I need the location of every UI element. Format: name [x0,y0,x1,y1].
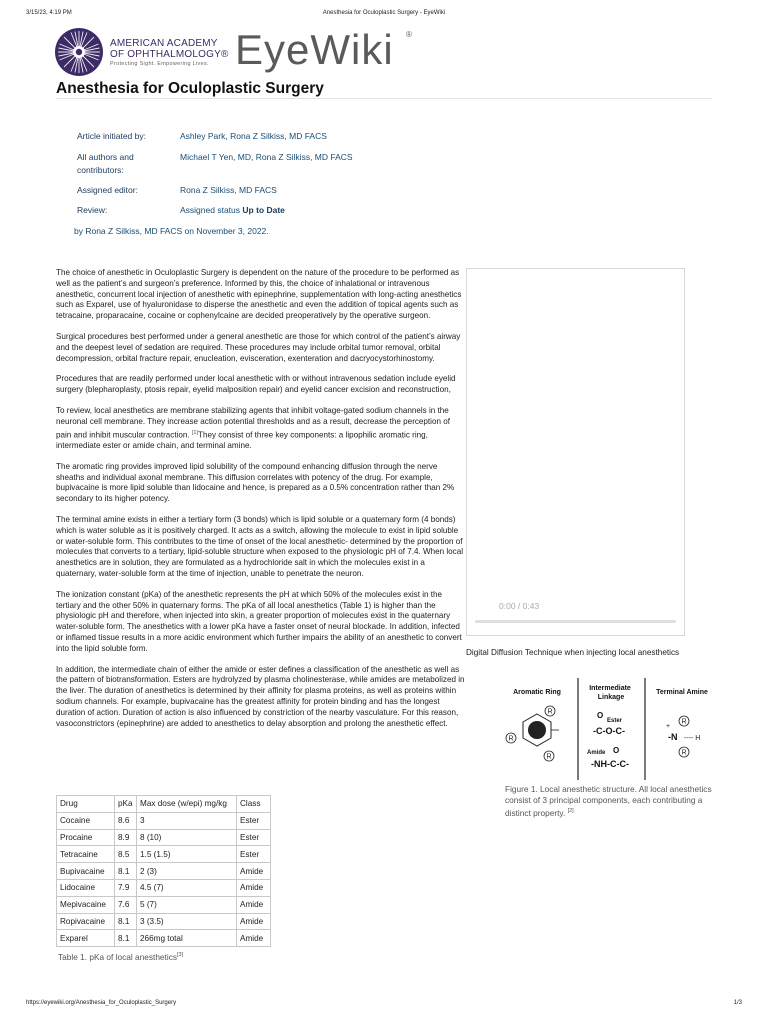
table-cell: 7.9 [115,879,137,896]
r-group-3: R [546,753,552,761]
page-title: Anesthesia for Oculoplastic Surgery [56,80,324,97]
review-status: Up to Date [242,205,285,215]
table-cell: Amide [237,930,271,947]
figure-header-intermediate-line-1: Intermediate [589,685,631,692]
reference-link-2[interactable]: [2] [567,808,574,814]
meta-link-authors[interactable]: Michael T Yen, MD, Rona Z Silkiss, MD FACS [180,152,353,162]
table-cell: Ester [237,846,271,863]
benzene-center [528,721,546,739]
meta-label-authors-1: All authors and [77,152,134,162]
table-row [57,812,271,829]
ester-label: Ester [607,718,623,724]
amine-r-bottom: R [681,749,687,757]
figure-header-aromatic-ring: Aromatic Ring [513,689,561,696]
amine-hydrogen: ---- H [684,735,701,742]
table-cell: Cocaine [57,812,115,829]
table-header-pka: pKa [115,796,137,813]
table-cell: 5 (7) [137,896,237,913]
table-header-row [57,796,271,813]
table-row [57,879,271,896]
table-cell: Lidocaine [57,879,115,896]
review-prefix: Assigned status [180,205,243,215]
print-page-number: 1/3 [733,1000,742,1006]
meta-link-initiated[interactable]: Ashley Park, Rona Z Silkiss, MD FACS [180,131,327,141]
ester-formula: -C-O-C- [593,726,625,736]
table-cell: Bupivacaine [57,863,115,880]
table-cell: 8.1 [115,930,137,947]
paragraph-3: Procedures that are readily performed under local anesthetic with or without intravenous sedation include eyelid surgery (blepharoplasty, ptosis repair, eyelid malposition repair) and eyelid cancer excision and reconstruction, [56,374,456,395]
table-cell: 8.6 [115,812,137,829]
aao-line-2: OF OPHTHALMOLOGY® [110,49,229,60]
article-body [56,268,466,739]
table-cell: Ropivacaine [57,913,115,930]
print-header [26,10,742,20]
registered-mark: ® [406,30,412,39]
amide-formula: -NH-C-C- [591,759,629,769]
meta-label-initiated: Article initiated by: [77,131,146,141]
paragraph-2: Surgical procedures best performed under a general anesthetic are those for which control of the patient’s airway and the deepest level of sedation are required. These procedures may include orbital tumor removal, orbital decompression, orbital fracture repair, enucleation, evisceration, exenteration and dacryocystorhinostomy. [56,331,461,363]
paragraph-6: The terminal amine exists in either a tertiary form (3 bonds) which is lipid soluble or a quaternary form (4 bonds) which is water soluble as it is positively charged. It acts as a switch, allowing the molecule to exist in lipid soluble or water-soluble form. This contributes to the time of onset of the local anesthetic- determined by the proportion of molecules that converts to a tertiary, lipid-soluble structure when exposed to the physiologic pH of 7.4. When local anesthetics are in solution, they are formulated as a hydrochloride salt in which the molecules exist in a quaternary, water-soluble form at the time of injection, unable to penetrate the neuron. [56,515,463,579]
print-page-title: Anesthesia for Oculoplastic Surgery - EyeWiki [322,10,446,16]
paragraph-7: The ionization constant (pKa) of the anesthetic represents the pH at which 50% of the molecules exist in the tertiary and the other 50% in quaternary forms. The pKa of all local anesthetics (Table 1) is higher than the physiologic pH and therefore, when injected into skin, a greater proportion of molecules exist in the quaternary water-soluble form. The anesthetics with a lower pKa have a faster onset of neural blockade. In addition, infected or inflamed tissue results in a more acidic environment which further impairs the ability of an anesthetic to convert into the lipid soluble form. [56,589,462,653]
table-cell: 8.1 [115,863,137,880]
amine-nitrogen: -N [668,732,678,742]
figure-caption [505,784,725,819]
table-cell: 3 (3.5) [137,913,237,930]
paragraph-1: The choice of anesthetic in Oculoplastic Surgery is dependent on the nature of the procedure to be performed as well as the patient’s and surgeon’s preference. Informed by this, the choice of inhalational or intravenous anesthetic, concurrent local injection of anesthetic with epinephrine, supplementation with long-acting anesthetics such as Exparel, use of hyaluronidase to disperse the anesthetic and even the addition of topical agents such as tetracaine, proparacaine, cocaine or cophenylcaine are decided preoperatively by the operative surgeon. [56,268,462,321]
table-row [57,896,271,913]
table-row [57,913,271,930]
site-logo[interactable] [54,26,434,80]
ester-oxygen: O [597,711,604,720]
table-cell: 1.5 (1.5) [137,846,237,863]
table-cell: Exparel [57,930,115,947]
table-caption [58,952,183,962]
table-header-drug: Drug [57,796,115,813]
aao-tagline: Protecting Sight. Empowering Lives. [110,61,209,67]
table-row [57,930,271,947]
aao-wordmark [110,38,229,68]
table-cell: Ester [237,829,271,846]
figure-header-intermediate-line-2: Linkage [597,694,625,701]
review-byline: by Rona Z Silkiss, MD FACS on November 3, 2022. [74,226,269,236]
table-cell: 8 (10) [137,829,237,846]
title-divider [56,98,712,99]
meta-review-value [180,204,285,217]
meta-link-editor[interactable]: Rona Z Silkiss, MD FACS [180,185,277,195]
video-player[interactable] [466,268,685,636]
paragraph-8: In addition, the intermediate chain of either the amide or ester defines a classification of the anesthetic as well as the pattern of biotransformation. Esters are hydrolyzed by plasma cholinesterase, while amides are metabolized in the liver. The duration of anesthetics is determined by their affinity for plasma proteins, as well as proteins within sodium channels. For example, bupivacaine has the greatest affinity for protein binding and has the longest duration of action. Duration of action is also influenced by constriction of the nearby vasculature. For this reason, vasoconstrictors (epinephrine) are added to anesthetics to delay absorption and prolong the anesthetic effect. [56,664,465,728]
table-row [57,863,271,880]
table-cell: Amide [237,879,271,896]
table-cell: 8.5 [115,846,137,863]
figure-caption-text: Figure 1. Local anesthetic structure. All local anesthetics consist of 3 principal components, each contributing a distinct property. [505,784,712,818]
table-caption-text: Table 1. pKa of local anesthetics [58,952,177,962]
table-cell: Amide [237,896,271,913]
table-cell: 4.5 (7) [137,879,237,896]
table-cell: Tetracaine [57,846,115,863]
eyewiki-wordmark: EyeWiki [235,26,394,73]
paragraph-4-part-a: To review, local anesthetics are membrane stabilizing agents that inhibit voltage-gated sodium channels in the neuronal cell membrane. They increase action potential thresholds and as a result, decrease the perception of pain and inhibit muscular contraction. [56,405,450,440]
table-cell: Ester [237,812,271,829]
video-caption: Digital Diffusion Technique when injecting local anesthetics [466,648,680,657]
table-cell: Procaine [57,829,115,846]
r-group-1: R [547,708,553,716]
print-footer [26,1000,742,1010]
table-header-class: Class [237,796,271,813]
amide-label: Amide [587,750,606,756]
table-cell: 266mg total [137,930,237,947]
table-cell: 8.1 [115,913,137,930]
table-cell: 3 [137,812,237,829]
table-cell: Mepivacaine [57,896,115,913]
pka-table [56,795,271,947]
amine-plus: + [666,723,671,730]
r-group-2: R [508,735,514,743]
table-cell: 2 (3) [137,863,237,880]
amide-oxygen: O [613,746,620,755]
local-anesthetic-structure-figure [503,678,715,782]
figure-header-intermediate [589,685,633,701]
amine-r-top: R [681,718,687,726]
aao-line-1: AMERICAN ACADEMY [110,38,218,49]
paragraph-4-part-b: They consist of three key components: a lipophilic aromatic ring, intermediate ester or amide chain, and terminal amine. [56,430,428,451]
table-cell: 8.9 [115,829,137,846]
meta-label-authors-2: contributors: [77,165,124,175]
video-time: 0:00 / 0:43 [499,601,540,611]
table-cell: Amide [237,863,271,880]
table-row [57,846,271,863]
paragraph-5: The aromatic ring provides improved lipid solubility of the compound enhancing diffusion through the nerve sheaths and individual axonal membrane. This diffusion correlates with potency of the drug. For example, bupivacaine is more lipid soluble than lidocaine and hence, is prepared as a 0.5% concentration rather than 2% secondary to its higher potency. [56,461,455,504]
print-date: 3/15/23, 4:19 PM [26,10,72,16]
meta-label-review: Review: [77,205,108,215]
paragraph-4 [56,406,466,452]
aao-seal-icon [54,27,104,77]
table-cell: Amide [237,913,271,930]
table-header-max-dose: Max dose (w/epi) mg/kg [137,796,237,813]
meta-label-editor: Assigned editor: [77,185,138,195]
figure-header-terminal-amine: Terminal Amine [656,689,708,696]
table-row [57,829,271,846]
reference-link-1[interactable]: [1] [191,429,198,436]
table-cell: 7.6 [115,896,137,913]
print-url: https://eyewiki.org/Anesthesia_for_Oculoplastic_Surgery [26,1000,177,1006]
meta-label-authors [77,151,172,177]
reference-link-3[interactable]: [3] [177,952,184,959]
video-progress-bar[interactable] [475,620,676,623]
